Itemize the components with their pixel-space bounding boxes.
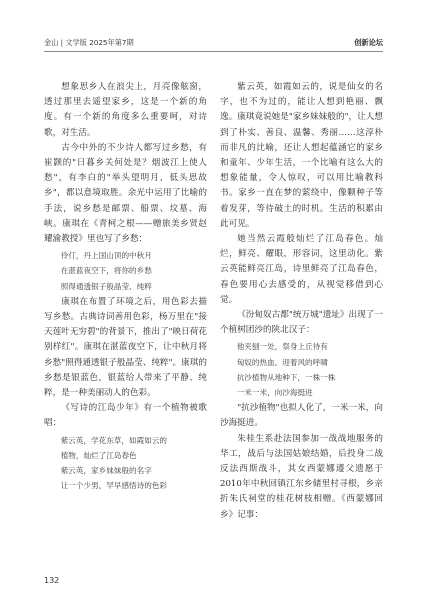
poem-line: 伶仃，丹上国山顶的中秋月 [60, 251, 152, 261]
poem-line: 紫云英，学花东草，如霞如云的 [60, 435, 168, 445]
poem-line: 抗沙植物从地种下，一株一株 [236, 372, 336, 382]
paragraph: 康琪在布置了环境之后，用色彩去描写乡愁。古典诗词善用色彩，杨万里在"接天莲叶无穷碧"的背景下，推出了"映日荷花别样红"。康琪在湛蓝夜空下，让中秋月将乡愁"照得通透银子般晶莹、纯粹"。康琪的乡愁是银蓝色，银蓝给人带来了平静、纯粹，是一种美丽动人的色彩。 [44, 296, 207, 399]
poem-line: 匈奴的热血。迎着风的呼啸 [236, 357, 328, 367]
right-column [220, 80, 383, 523]
poem-line: 让一个少男，罕早感悟诗的色彩 [60, 481, 168, 491]
paragraph: 《汾甸奴古都"统万城"遗址》出现了一个植树团沙的陕北汉子： [220, 310, 383, 336]
page-header [44, 38, 383, 52]
poem-line: 一米一米，向沙海挺进 [236, 388, 313, 398]
header-rule [44, 51, 383, 52]
poem-line: 植物，灿烂了江岛春色 [60, 450, 137, 460]
left-column [44, 80, 207, 494]
poem-quote [44, 433, 207, 494]
poem-line: 他夹刨一处，祭身上丘待有 [236, 342, 328, 352]
paragraph: 朱桂生系赴法国参加一战战地服务的华工，战后与法国姑娘结婚，后投身二战反法西斯战斗，其女西蒙娜遵父遗愿于2010年中秋回镇江东乡储里村寻根，乡亲折朱氏祠堂的桂花树枝相赠。《西蒙娜回乡》记事： [220, 433, 383, 520]
paragraph: 古今中外的不少诗人都写过乡愁，有崔颢的"日暮乡关何处是？烟波江上使人愁"，有李白的"举头望明月，低头思故乡"，都以意境取胜。余光中运用了比喻的手法，说乡愁是邮票、船票、坟墓、海峡。康琪在《青柯之根——赠旅美乡贤赵耀渝教授》里也写了乡愁： [44, 142, 207, 245]
paragraph: 她当然云霞般灿烂了江岛春色。灿烂，鲜亮、耀眼，形容词，这里动化。紫云英能鲜亮江岛，诗里鲜亮了江岛春色，春色要用心去感受的，从视觉移借到心觉。 [220, 234, 383, 305]
paragraph: "抗沙植物"也拟人化了，一米一米，向沙海挺进。 [220, 403, 383, 429]
paragraph: 想象思乡人在浪尖上，月亮像舷窗，透过那里去遥望家乡，这是一个新的角度。有一个新的角度多么重要呵，对诗歌，对生活。 [44, 82, 207, 138]
poem-quote [44, 248, 207, 294]
poem-line: 在湛蓝夜空下，将你的乡愁 [60, 266, 152, 276]
poem-line: 紫云英，家乡妹妹般的名字 [60, 466, 152, 476]
poem-quote [220, 339, 383, 400]
section-title: 创新论坛 [354, 38, 383, 47]
journal-info: 金山 | 文学版 2025年第7期 [44, 38, 134, 47]
poem-line: 照得通透银子般晶莹、纯粹 [60, 281, 152, 291]
paragraph: 紫云英，如霞如云的，说是仙女的名字，也不为过的，能让人想到艳丽、飘逸。康琪竟说她是"家乡妹妹般的"，让人想到了朴实、善良、温馨、秀丽……这淳朴而非凡的比喻，还让人想起蕴涵它的家乡和童年、少年生活，一个比喻有这么大的想象能量，令人惊叹，可以用比喻教科书。家乡一直在梦的萦绕中，像颗种子等着发芽，等待破土的时机。生活的积累由此可见。 [220, 82, 383, 229]
paragraph: 《写诗的江岛少年》有一个植物被歌唱： [44, 403, 207, 429]
page-number: 132 [44, 576, 60, 585]
